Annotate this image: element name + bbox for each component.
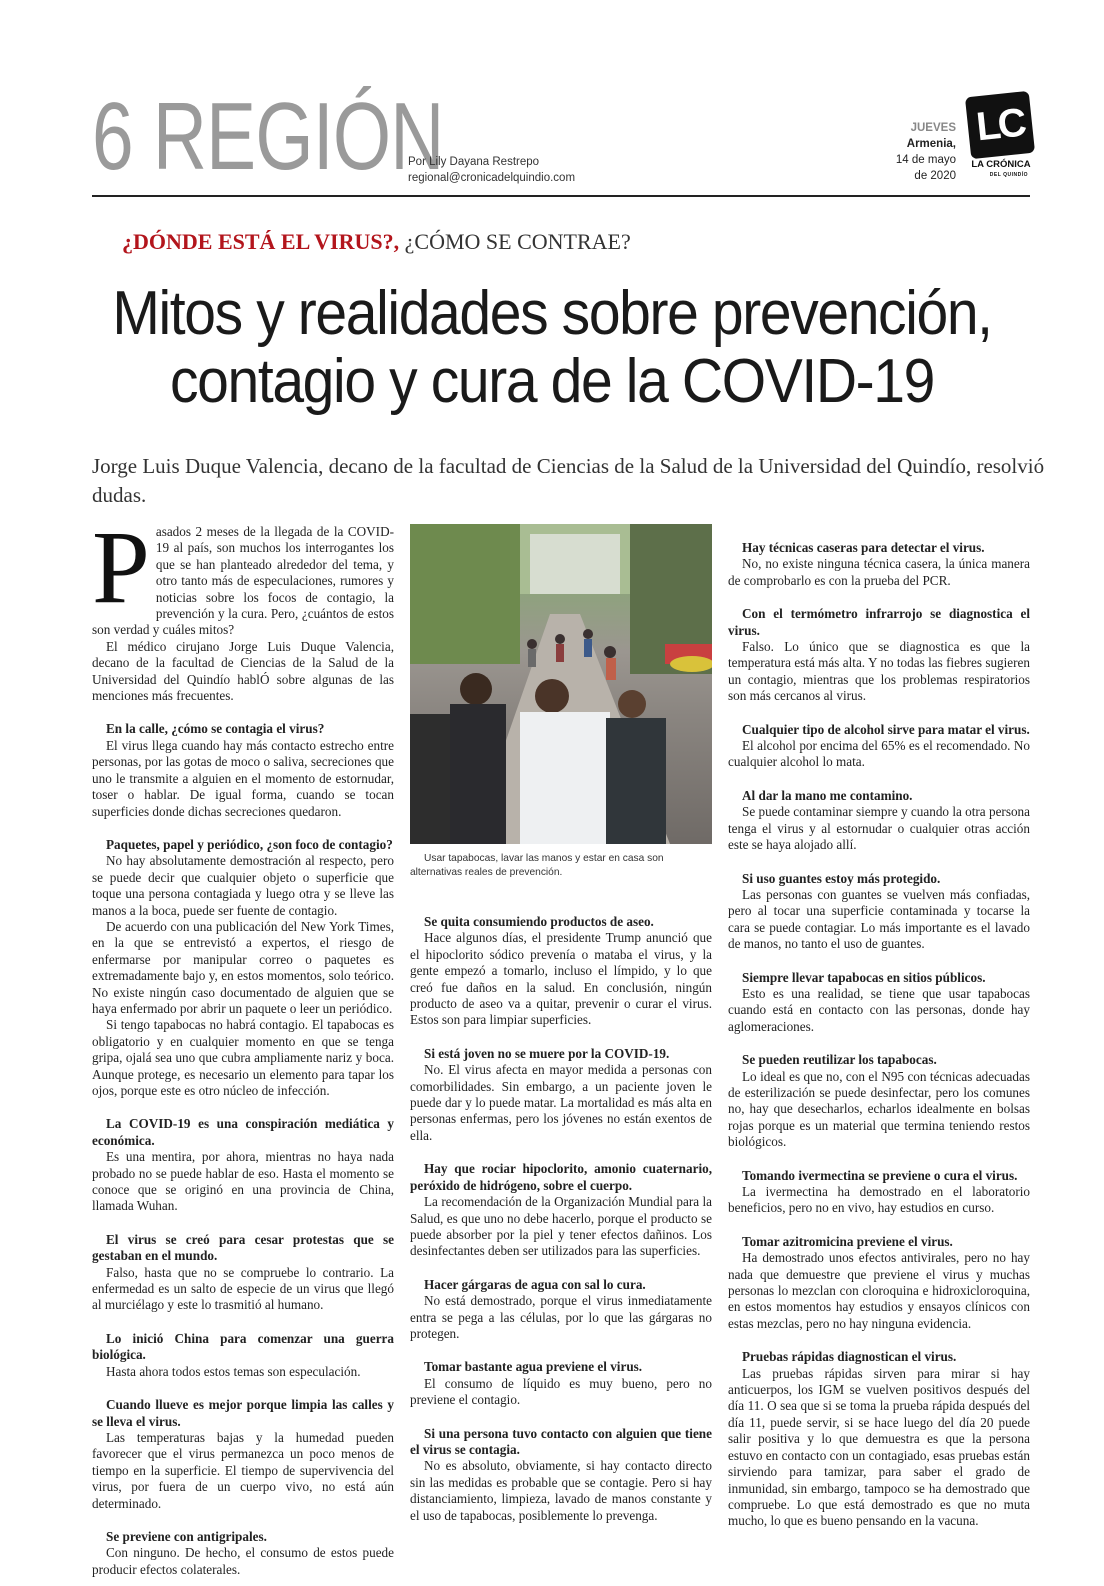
answer-paragraph: Las pruebas rápidas sirven para mirar si hay anticuerpos, los IGM se vuelven positivos después del día 11. O sea que si se toma la prueba rápida después del día 11, puede servir, si se hace luego del día 20 puede salir positiva y lo que demuestra es que la persona estuvo en contacto con un contagiado, esas pruebas están sirviendo para tamizar, para saber el grado de inmunidad, sin embargo, tampoco se ha demostrado que compruebe. Lo que está demostrado es que no muta mucho, lo que es bueno pensando en la vacuna. — [728, 1365, 1030, 1529]
article-photo — [410, 524, 712, 844]
byline-author: Por Lily Dayana Restrepo — [408, 156, 540, 168]
question-heading: Se previene con antigripales. — [106, 1528, 267, 1544]
question-heading: En la calle, ¿cómo se contagia el virus? — [106, 721, 325, 737]
section-title — [92, 82, 444, 192]
logo-letters: LC — [965, 91, 1035, 159]
logo-name — [968, 160, 1034, 180]
answer-paragraph: El virus llega cuando hay más contacto estrecho entre personas, por las gotas de moco o saliva, secreciones que uno le transmite a alguien en el momento de estornudar, toser o hablar. De igual forma, cuando se tocan superficies donde dichas secreciones quedaron. — [92, 737, 394, 819]
question-heading: Si una persona tuvo contacto con alguien que tiene el virus se contagia. — [410, 1425, 712, 1457]
question-heading: Lo inició China para comenzar una guerra biológica. — [92, 1330, 394, 1363]
kicker — [122, 228, 631, 256]
question-heading: Cualquier tipo de alcohol sirve para matar el virus. — [742, 721, 1030, 737]
headline — [99, 280, 1004, 416]
answer-paragraph: Las temperaturas bajas y la humedad pueden favorecer que el virus permanezca un poco menos de tiempo en la superficie. El tiempo de supervivencia del virus, por fuera de un cuerpo vivo, no está aún determinado. — [92, 1429, 394, 1511]
question-heading: Tomar bastante agua previene el virus. — [424, 1359, 643, 1375]
question-heading: Con el termómetro infrarrojo se diagnostica el virus. — [728, 606, 1030, 638]
question-heading: Si está joven no se muere por la COVID-19. — [424, 1045, 670, 1061]
answer-paragraph: Lo ideal es que no, con el N95 con técnicas adecuadas de esterilización se puede desinfectar, pero los comunes no, hay que desecharlos, echarlos idealmente en bolsas rojas porque es un material que termina teniendo restos biológicos. — [728, 1068, 1030, 1150]
dropcap: P — [92, 510, 150, 625]
answer-paragraph: Las personas con guantes se vuelven más confiadas, pero al tocar una superficie contaminada y tocarse la cara se puede contagiar. Lo más importante es el lavado de manos, no tanto el uso de guantes. — [728, 886, 1030, 952]
section-name: REGIÓN — [152, 83, 444, 190]
answer-paragraph: De acuerdo con una publicación del New York Times, en la que se entrevistó a expertos, el riesgo de enfermarse por manipular correo o paquetes es extremadamente bajo y, en estos momentos, solo teórico. No existe ningún caso documentado de alguien que se haya enfermado por abrir un paquete o leer un periódico. — [92, 918, 394, 1016]
headline-line2: contagio y cura de la COVID-19 — [170, 347, 934, 416]
kicker-rest: ¿CÓMO SE CONTRAE? — [399, 229, 631, 254]
question-heading: Siempre llevar tapabocas en sitios públicos. — [742, 969, 986, 985]
answer-paragraph: El consumo de líquido es muy bueno, pero no previene el contagio. — [410, 1375, 712, 1408]
question-heading: Tomar azitromicina previene el virus. — [742, 1233, 953, 1249]
deck: Jorge Luis Duque Valencia, decano de la facultad de Ciencias de la Salud de la Universidad del Quindío, resolvió dudas. — [92, 454, 1045, 507]
answer-paragraph: No, no existe ninguna técnica casera, la única manera de comprobarlo es con la prueba del PCR. — [728, 556, 1030, 588]
column-3 — [728, 524, 1030, 1530]
question-heading: Se quita consumiendo productos de aseo. — [424, 914, 654, 929]
answer-paragraph: Esto es una realidad, se tiene que usar tapabocas cuando está en contacto con las personas, donde hay aglomeraciones. — [728, 985, 1030, 1034]
newspaper-logo — [968, 94, 1034, 178]
question-heading: Al dar la mano me contamino. — [742, 787, 913, 803]
question-heading: Si uso guantes estoy más protegido. — [742, 870, 941, 886]
question-heading: Tomando ivermectina se previene o cura el virus. — [742, 1167, 1018, 1183]
answer-paragraph: Con ninguno. De hecho, el consumo de estos puede producir efectos colaterales. — [92, 1545, 394, 1577]
question-heading: Se pueden reutilizar los tapabocas. — [742, 1052, 937, 1068]
kicker-red: ¿DÓNDE ESTÁ EL VIRUS?, — [122, 229, 400, 254]
date-day: JUEVES — [910, 122, 956, 134]
question-heading: Paquetes, papel y periódico, ¿son foco de contagio? — [106, 836, 393, 852]
answer-paragraph: El alcohol por encima del 65% es el recomendado. No cualquier alcohol lo mata. — [728, 738, 1030, 770]
photo-caption: Usar tapabocas, lavar las manos y estar en casa son alternativas reales de prevención. — [410, 853, 664, 878]
answer-paragraph: No está demostrado, porque el virus inmediatamente entra se pega a las células, por lo que las gárgaras no protegen. — [410, 1293, 712, 1341]
answer-paragraph: Es una mentira, por ahora, mientras no haya nada probado no se puede hablar de eso. Hasta el momento se conoce que se originó en una provincia de China, llamada Wuhan. — [92, 1149, 394, 1214]
answer-paragraph: Se puede contaminar siempre y cuando la otra persona tenga el virus y al estornudar o cualquier otras acción este se haya alojado allí. — [728, 804, 1030, 853]
headline-line1: Mitos y realidades sobre prevención, — [112, 279, 992, 348]
answer-paragraph: Ha demostrado unos efectos antivirales, pero no hay nada que demuestre que previene el virus y muchas personas lo mezclan con cloroquina e hidroxicloroquina, en estos momentos hay estudios y ensayos clínicos con estas mezclas, pero no hay ninguna evidencia. — [728, 1250, 1030, 1331]
column-1 — [92, 510, 394, 1578]
answer-paragraph: No hay absolutamente demostración al respecto, pero se puede decir que cualquier objeto o superficie que toque una persona contagiada y luego otra y se lleve las manos a la boca, puede ser fuente de contagio. — [92, 853, 394, 918]
page-number: 6 — [92, 83, 133, 190]
question-heading: Hay técnicas caseras para detectar el virus. — [742, 540, 985, 555]
date-year: de 2020 — [914, 170, 956, 182]
byline-email: regional@cronicadelquindio.com — [408, 172, 576, 184]
column-2 — [410, 524, 712, 1524]
byline — [408, 154, 575, 186]
answer-paragraph: No. El virus afecta en mayor medida a personas con comorbilidades. Sin embargo, a un paciente joven le puede dar y lo puede matar. La mortalidad es más alta en personas enfermas, pero los jóvenes no están exentos de ella. — [410, 1062, 712, 1143]
intro-text: asados 2 meses de la llegada de la COVID-19 al país, son muchos los interrogantes los que se han planteado alrededor del tema, y otro tanto más de especulaciones, rumores y noticias sobre los focos de contagio, la prevención y la cura. Pero, ¿cuántos de estos son verdad y cuáles mitos? — [92, 524, 394, 638]
question-heading: Hacer gárgaras de agua con sal lo cura. — [424, 1276, 646, 1292]
answer-paragraph: Hace algunos días, el presidente Trump anunció que el hipoclorito sódico prevenía o mataba el virus, y la gente empezó a tomarlo, incluso el límpido, y lo que creó fue daños en la salud. En conclusión, ningún producto de aseo va a quitar, prevenir o curar el virus. Estos son para limpiar superficies. — [410, 930, 712, 1028]
answer-paragraph: Si tengo tapabocas no habrá contagio. El tapabocas es obligatorio y en cualquier momento en que se tenga gripa, ojalá sea uno que cubra ampliamente nariz y boca. Aunque protege, es necesario un elemento para tapar los ojos, porque este es otro núcleo de infección. — [92, 1017, 394, 1098]
answer-paragraph: Falso, hasta que no se compruebe lo contrario. La enfermedad es un salto de especie de un virus que llegó al murciélago y este lo trasmitió al humano. — [92, 1264, 394, 1313]
question-heading: Cuando llueve es mejor porque limpia las calles y se lleva el virus. — [92, 1397, 394, 1429]
answer-paragraph: La recomendación de la Organización Mundial para la Salud, es que uno no debe hacerlo, porque el producto se puede absorber por la piel y tener efectos dañinos. Los desinfectantes deben ser utilizados para las superficies. — [410, 1194, 712, 1259]
header-rule — [92, 195, 1030, 197]
date-daymonth: 14 de mayo — [895, 154, 956, 166]
dateline — [896, 120, 956, 184]
question-heading: Hay que rociar hipoclorito, amonio cuaternario, peróxido de hidrógeno, sobre el cuerpo. — [410, 1161, 712, 1193]
answer-paragraph: No es absoluto, obviamente, si hay contacto directo sin las medidas es probable que se contagie. Pero si hay distanciamiento, limpieza, lavado de manos constante y el uso de tapabocas, posiblemente lo prevenga. — [410, 1458, 712, 1523]
answer-paragraph: La ivermectina ha demostrado en el laboratorio beneficios, pero no en vivo, hay estudios en curso. — [728, 1184, 1030, 1216]
logo-name-text: LA CRÓNICA — [971, 159, 1031, 170]
answer-paragraph: Falso. Lo único que se diagnostica es que la temperatura está más alta. Y no todas las fiebres sugieren un contagio, mientras que los problemas respiratorios son más cercanos al virus. — [728, 639, 1030, 704]
date-city: Armenia, — [906, 138, 956, 150]
question-heading: La COVID-19 es una conspiración mediática y económica. — [92, 1116, 394, 1148]
question-heading: El virus se creó para cesar protestas que se gestaban en el mundo. — [92, 1231, 394, 1264]
logo-sub: DEL QUINDÍO — [989, 172, 1028, 178]
question-heading: Pruebas rápidas diagnostican el virus. — [742, 1349, 957, 1365]
paragraph: El médico cirujano Jorge Luis Duque Valencia, decano de la facultad de Ciencias de la Salud de la Universidad del Quindío hablÓ sobre algunas de las menciones más frecuentes. — [92, 638, 394, 704]
answer-paragraph: Hasta ahora todos estos temas son especulación. — [106, 1363, 361, 1379]
intro-paragraph — [92, 510, 394, 639]
street-crowd-photo-illustration — [410, 524, 712, 844]
